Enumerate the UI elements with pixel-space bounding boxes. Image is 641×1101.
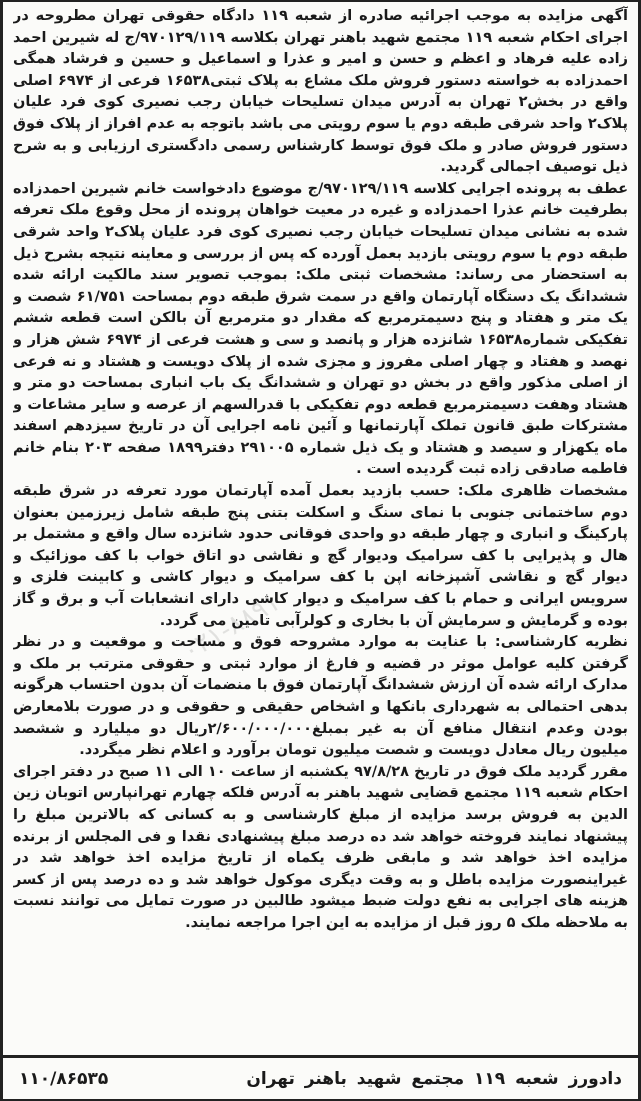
notice-paragraph-expert-opinion: نظریه کارشناسی: با عنایت به موارد مشروحه فوق و مساحت و موقعیت و در نظر گرفتن کلیه عوامل موثر در قضیه و فارغ از موارد ثبتی و حقوقی مترتب بر ملک و مدارک ارائه شده آن ارزش ششدانگ آپارتمان فوق با منضمات آن بدون احتساب هرگونه بدهی احتمالی به شهرداری بانکها و اشخاص حقیقی و حقوقی و در صورت بلامعارض بودن وعدم انتقال منافع آن به غیر بمبلغ۲/۶۰۰/۰۰۰/۰۰۰ریال دو میلیارد و ششصد میلیون ریال معادل دویست و شصت میلیون تومان برآورد و اعلام نظر میگردد.	[13, 634, 628, 759]
faded-watermark: ۰۲۱-۸۸۹۱	[177, 587, 286, 667]
notice-footer	[3, 1055, 638, 1099]
notice-paragraph-intro: آگهی مزایده به موجب اجرائیه صادره از شعبه ۱۱۹ دادگاه حقوقی تهران مطروحه در اجرای احکام شعبه ۱۱۹ مجتمع شهید باهنر تهران بکلاسه ۹۷۰۱۲۹/۱۱۹/ج له شیرین احمد زاده علیه فرهاد و اعظم و حسن و امیر و عذرا و اسماعیل و حسین و فرشاد همگی احمدزاده به خواسته دستور فروش ملک مشاع به پلاک ثبتی۱۶۵۳۸ فرعی از ۶۹۷۴ اصلی واقع در بخش۲ تهران به آدرس میدان تسلیحات خیابان رجب نصیری کوی فرد علیان پلاک۲ واحد شرقی طبقه دوم یا سوم رویتی می باشد باتوجه به عدم افراز از پلاک فوق دستور فروش صادر و ملک فوق توسط کارشناس رسمی دادگستری ارزیابی و به شرح ذیل توصیف اجمالی گردید.	[13, 8, 628, 176]
notice-paragraph-description: مشخصات ظاهری ملک: حسب بازدید بعمل آمده آپارتمان مورد تعرفه در شرق طبقه دوم ساختمانی جنوبی با نمای سنگ و اسکلت بتنی پنج طبقه شامل زیرزمین بعنوان پارکینگ و انباری و چهار طبقه دو واحدی فوقانی حدود شانزده سال واقع و مشتمل بر هال و پذیرایی با کف سرامیک ودیوار گچ و نقاشی دو اتاق خواب با کف موزائیک و دیوار گچ و نقاشی آشپزخانه اپن با کف سرامیک و دیوار کاشی و کابینت فلزی و سرویس ایرانی و حمام با کف سرامیک و دیوار کاشی دارای انشعابات آب و برق و گاز بوده و گرمایش و سرمایش آن با بخاری و کولرآبی تامین می گردد.	[13, 483, 628, 629]
auction-notice-body	[13, 6, 628, 1047]
notice-paragraph-auction-terms: مقرر گردید ملک فوق در تاریخ ۹۷/۸/۲۸ یکشنبه از ساعت ۱۰ الی ۱۱ صبح در دفتر اجرای احکام شعبه ۱۱۹ مجتمع قضایی شهید باهنر به آدرس فلکه چهارم تهرانپارس اتوبان زین الدین به فروش برسد مزایده از مبلغ کارشناسی و به کسانی که بالاترین مبلغ را پیشنهاد نمایند فروخته خواهد شد ده درصد مبلغ پیشنهادی نقدا و فی المجلس از برنده مزایده اخذ خواهد شد و مابقی ظرف یکماه از تاریخ مزایده اخذ خواهد شد در غیراینصورت مزایده باطل و به وقت دیگری موکول خواهد شد و ده درصد پس از کسر هزینه های اجرایی به نفع دولت ضبط میشود طالبین در صورت تمایل می توانند نسبت به ملاحظه ملک ۵ روز قبل از مزایده به این اجرا مراجعه نمایند.	[13, 763, 628, 931]
reference-number: ۱۱۰/۸۶۵۳۵	[19, 1068, 109, 1089]
notice-paragraph-case: عطف به پرونده اجرایی کلاسه ۹۷۰۱۲۹/۱۱۹/ج موضوع دادخواست خانم شیرین احمدزاده بطرفیت خانم عذرا احمدزاده و غیره در معیت خواهان پرونده از محل وقوع ملک تعرفه شده به نشانی میدان تسلیحات خیابان رجب نصیری کوی فرد علیان پلاک۲ واحد شرقی طبقه دوم یا سوم رویتی بازدید بعمل آورده که پس از بررسی و معاینه نتیجه بشرح ذیل به استحضار می رساند: مشخصات ثبتی ملک: بموجب تصویر سند مالکیت ارائه شده ششدانگ یک دستگاه آپارتمان واقع در سمت شرق طبقه دوم بمساحت ۶۱/۷۵۱ شصت و یک متر و هفتاد و پنج دسیمترمربع که مقدار دو مترمربع آن بالکن است قطعه ششم تفکیکی شماره۱۶۵۳۸ شانزده هزار و پانصد و سی و هشت فرعی از ۶۹۷۴ شش هزار و نهصد و هفتاد و چهار اصلی مفروز و مجزی شده از پلاک دویست و هشتاد و نه فرعی از اصلی مذکور واقع در بخش دو تهران و ششدانگ یک باب انباری بمساحت دو متر و هشتاد وهفت دسیمترمربع قطعه دوم تفکیکی با قدرالسهم از عرصه و سایر مشاعات و مشترکات طبق قانون تملک آپارتمانها و آئین نامه اجرایی آن در تاریخ سیزدهم اسفند ماه یکهزار و سیصد و هشتاد و یک ذیل شماره ۲۹۱۰۰۵ دفتر۱۸۹۹ صفحه ۲۰۳ بنام خانم فاطمه صادقی زاده ثبت گردیده است .	[13, 180, 628, 478]
bailiff-signature: دادورز شعبه ۱۱۹ مجتمع شهید باهنر تهران	[246, 1068, 622, 1089]
